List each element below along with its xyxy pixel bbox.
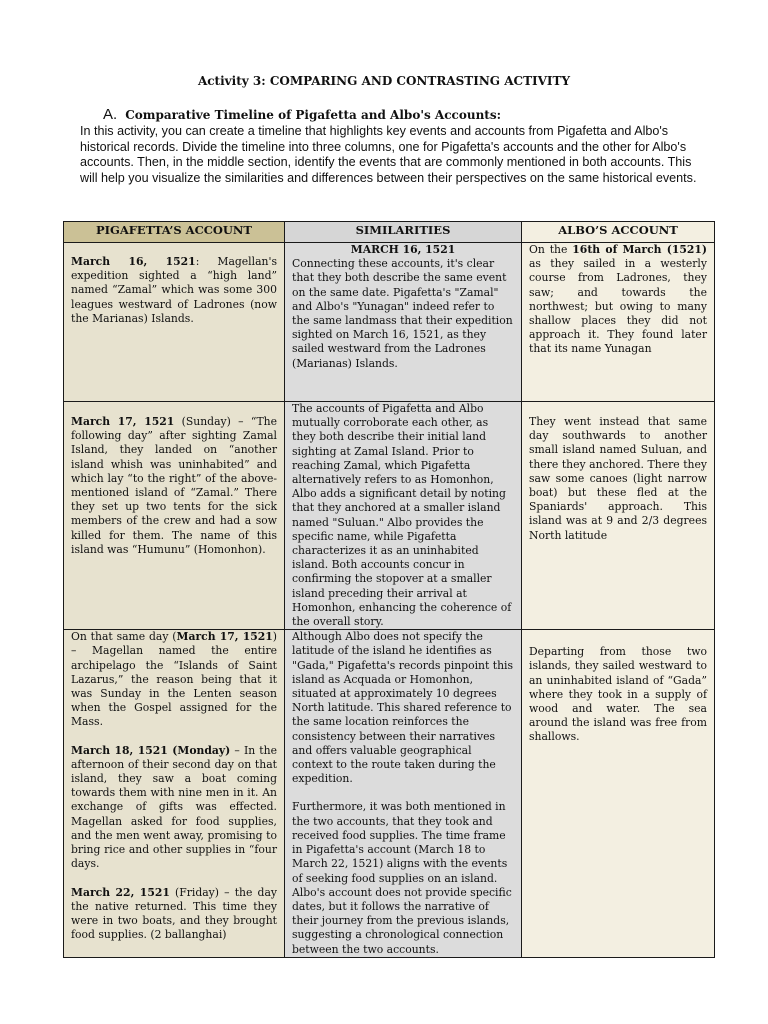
account-text: On the bbox=[529, 243, 573, 256]
pigafetta-cell bbox=[64, 630, 285, 957]
section-heading bbox=[103, 106, 501, 123]
pigafetta-cell bbox=[64, 243, 285, 402]
account-text: They went instead that same day southwards to another small island named Suluan, and there they anchored. There they saw some canoes (light narrow boat) but these fled at the Spaniards' approach. This island was at 9 and 2/3 degrees North latitude bbox=[529, 415, 707, 542]
activity-title: Activity 3: COMPARING AND CONTRASTING ACTIVITY bbox=[197, 74, 571, 88]
table-row bbox=[64, 630, 715, 957]
similarity-text: Furthermore, it was both mentioned in the two accounts, that they took and received food supplies. The time frame in Pigafetta's account (March 18 to March 22, 1521) aligns with the events of seeking food supplies on an island. Albo's account does not provide specific dates, but it follows the narrative of their journey from the previous islands, suggesting a chronological connection between the two accounts. bbox=[292, 800, 512, 956]
account-text: Departing from those two islands, they sailed westward to an uninhabited island of “Gada” where they took in a supply of wood and water. The sea around the island was free from shallows. bbox=[529, 645, 707, 744]
account-text: On that same day ( bbox=[71, 630, 177, 644]
account-text: (Sunday) – “The following day” after sighting Zamal Island, they landed on “another island whish was uninhabited” and which lay “to the right” of the above-mentioned island of “Zamal.” There they set up two tents for the sick members of the crew and had a sow killed for them. The name of this island was “Humunu” (Homonhon). bbox=[71, 415, 278, 556]
similarity-text: The accounts of Pigafetta and Albo mutually corroborate each other, as they both describe their initial land sighting at Zamal Island. Prior to reaching Zamal, which Pigafetta alternatively refers to as Homonhon, Albo adds a significant detail by noting that they anchored at a smaller island named "Suluan." Albo provides the specific name, while Pigafetta characterizes it as an uninhabited island. Both accounts concur in confirming the stopover at a smaller island preceding their arrival at Homonhon, enhancing the coherence of the overall story. bbox=[292, 402, 512, 629]
date-label: March 17, 1521 bbox=[176, 630, 273, 644]
section-heading-text: Comparative Timeline of Pigafetta and Albo's Accounts: bbox=[125, 108, 502, 122]
similarity-date: MARCH 16, 1521 bbox=[350, 243, 456, 256]
similarities-cell bbox=[285, 243, 522, 402]
account-text: – In the afternoon of their second day on that island, they saw a boat coming towards them with nine men in it. An exchange of gifts was effected. Magellan asked for food supplies, and the men went away, promising to bring rice and other supplies in “four days. bbox=[71, 743, 277, 871]
account-text: : Magellan's expedition sighted a “high land” named “Zamal” which was some 300 leagues westward of Ladrones (now the Marianas) Islands. bbox=[71, 255, 277, 325]
date-label: March 16, 1521 bbox=[71, 255, 196, 268]
albo-cell bbox=[522, 402, 715, 630]
section-letter: A. bbox=[103, 106, 118, 123]
date-label: March 22, 1521 bbox=[71, 885, 170, 899]
account-text: as they sailed in a westerly course from Ladrones, they saw; and towards the northwest; but owing to many shallow places they did not approach it. They found later that its name Yunagan bbox=[529, 257, 707, 356]
similarity-text: Although Albo does not specify the latitude of the island he identifies as "Gada," Pigafetta's records pinpoint this island as Acquada or Homonhon, situated at approximately 10 degrees North latitude. This shared reference to the same location reinforces the consistency between their narratives and offers valuable geographical context to the route taken during the expedition. bbox=[292, 630, 514, 786]
account-text: (Friday) – the day the native returned. This time they were in two boats, and they brought food supplies. (2 ballanghai) bbox=[71, 885, 277, 942]
similarities-cell bbox=[285, 402, 522, 630]
albo-cell bbox=[522, 243, 715, 402]
account-text: ) – Magellan named the entire archipelago the “Islands of Saint Lazarus,” the reason being that it was Sunday in the Lenten season when the Gospel assigned for the Mass. bbox=[71, 630, 277, 729]
timeline-table bbox=[63, 221, 715, 958]
table-row bbox=[64, 402, 715, 630]
date-label: March 17, 1521 bbox=[71, 415, 175, 428]
header-similarities: SIMILARITIES bbox=[285, 222, 522, 243]
similarity-text: Connecting these accounts, it's clear that they both describe the same event on the same date. Pigafetta's "Zamal" and Albo's "Yunagan" indeed refer to the same landmass that their expedition sighted on March 16, 1521, as they sailed westward from the Ladrones (Marianas) Islands. bbox=[292, 257, 513, 370]
header-pigafetta: PIGAFETTA’S ACCOUNT bbox=[64, 222, 285, 243]
similarities-cell bbox=[285, 630, 522, 957]
table-header-row bbox=[64, 222, 715, 243]
date-label: 16th of March (1521) bbox=[572, 243, 708, 256]
intro-paragraph: In this activity, you can create a timeline that highlights key events and accounts from Pigafetta and Albo's historical records. Divide the timeline into three columns, one for Pigafetta's accounts and the other for Albo's accounts. Then, in the middle section, identify the events that are commonly mentioned in both accounts. This will help you visualize the similarities and differences between their perspectives on the same historical events. bbox=[80, 124, 697, 185]
header-albo: ALBO’S ACCOUNT bbox=[522, 222, 715, 243]
date-label: March 18, 1521 (Monday) bbox=[71, 743, 231, 757]
pigafetta-cell bbox=[64, 402, 285, 630]
albo-cell bbox=[522, 630, 715, 957]
table-row bbox=[64, 243, 715, 402]
